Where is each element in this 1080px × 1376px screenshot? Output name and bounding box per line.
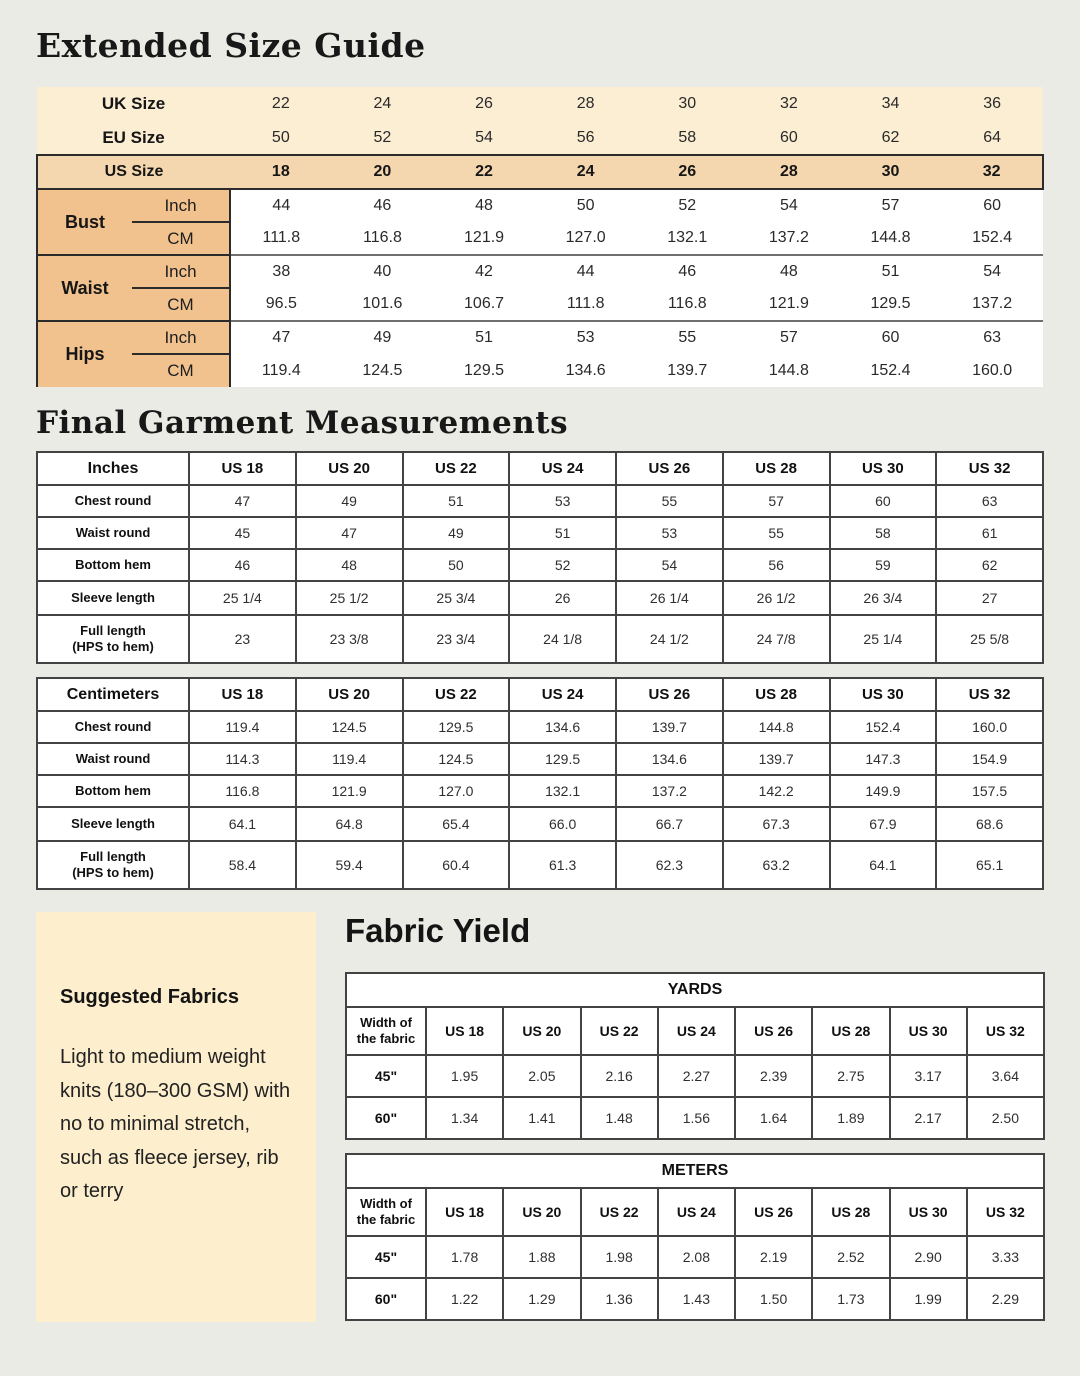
hips-inch-value: 63 xyxy=(941,321,1043,354)
fabric-yield-column xyxy=(345,912,1045,1322)
measurement-value: 116.8 xyxy=(189,775,296,807)
measurement-value: 26 3/4 xyxy=(830,581,937,615)
measurement-value: 124.5 xyxy=(403,743,510,775)
hips-inch-value: 57 xyxy=(738,321,840,354)
hips-inch-value: 51 xyxy=(433,321,535,354)
size-column-header: US 20 xyxy=(503,1007,580,1055)
measurement-value: 26 1/2 xyxy=(723,581,830,615)
eu-size-value: 64 xyxy=(941,121,1043,155)
table-row xyxy=(37,711,1043,743)
bust-cm-value: 116.8 xyxy=(332,222,434,255)
hips-cm-value: 139.7 xyxy=(636,354,738,387)
full-length-label xyxy=(37,841,189,889)
size-column-header: US 30 xyxy=(830,452,937,485)
eu-size-value: 60 xyxy=(738,121,840,155)
measurement-value: 134.6 xyxy=(616,743,723,775)
hips-inch-value: 47 xyxy=(230,321,332,354)
size-column-header: US 22 xyxy=(581,1188,658,1236)
waist-cm-value: 106.7 xyxy=(433,288,535,321)
hips-cm-value: 144.8 xyxy=(738,354,840,387)
yardage-value: 2.27 xyxy=(658,1055,735,1097)
measurement-value: 67.3 xyxy=(723,807,830,841)
waist-inch-row xyxy=(37,255,1043,288)
measurement-value: 59 xyxy=(830,549,937,581)
waist-round-label: Waist round xyxy=(37,517,189,549)
measurement-value: 52 xyxy=(509,549,616,581)
measurement-value: 139.7 xyxy=(616,711,723,743)
full-length-label-line1: Full length xyxy=(80,849,146,865)
measurement-value: 56 xyxy=(723,549,830,581)
yards-header-row xyxy=(346,1007,1044,1055)
uk-size-row xyxy=(37,87,1043,121)
measurement-value: 152.4 xyxy=(830,711,937,743)
hips-inch-row xyxy=(37,321,1043,354)
bust-cm-value: 111.8 xyxy=(230,222,332,255)
waist-cm-value: 96.5 xyxy=(230,288,332,321)
chest-round-label: Chest round xyxy=(37,485,189,517)
table-row xyxy=(37,581,1043,615)
us-size-label: US Size xyxy=(37,155,230,189)
measurement-value: 68.6 xyxy=(936,807,1043,841)
size-column-header: US 22 xyxy=(403,452,510,485)
bust-cm-value: 121.9 xyxy=(433,222,535,255)
size-column-header: US 28 xyxy=(812,1188,889,1236)
meterage-value: 1.36 xyxy=(581,1278,658,1320)
hips-inch-value: 55 xyxy=(636,321,738,354)
waist-inch-value: 54 xyxy=(941,255,1043,288)
uk-size-label: UK Size xyxy=(37,87,230,121)
measurement-value: 55 xyxy=(616,485,723,517)
hips-cm-value: 134.6 xyxy=(535,354,637,387)
table-row xyxy=(37,807,1043,841)
width-60-label: 60" xyxy=(346,1097,426,1139)
waist-cm-value: 121.9 xyxy=(738,288,840,321)
measurement-value: 66.0 xyxy=(509,807,616,841)
measurement-value: 121.9 xyxy=(296,775,403,807)
meters-title: METERS xyxy=(346,1154,1044,1188)
size-column-header: US 26 xyxy=(616,678,723,711)
measurement-value: 137.2 xyxy=(616,775,723,807)
meterage-value: 1.73 xyxy=(812,1278,889,1320)
waist-cm-unit-label: CM xyxy=(132,288,230,321)
suggested-fabrics-box xyxy=(36,912,316,1322)
measurement-value: 60.4 xyxy=(403,841,510,889)
meterage-value: 2.52 xyxy=(812,1236,889,1278)
bust-cm-value: 127.0 xyxy=(535,222,637,255)
sleeve-length-label: Sleeve length xyxy=(37,807,189,841)
size-column-header: US 30 xyxy=(890,1007,967,1055)
garment-cm-header-row xyxy=(37,678,1043,711)
table-row xyxy=(37,841,1043,889)
meters-title-row xyxy=(346,1154,1044,1188)
bust-inch-value: 52 xyxy=(636,189,738,222)
size-column-header: US 30 xyxy=(890,1188,967,1236)
bust-cm-unit-label: CM xyxy=(132,222,230,255)
size-column-header: US 24 xyxy=(509,678,616,711)
measurement-value: 61 xyxy=(936,517,1043,549)
uk-size-value: 32 xyxy=(738,87,840,121)
us-size-value: 26 xyxy=(636,155,738,189)
measurement-value: 50 xyxy=(403,549,510,581)
meterage-value: 1.43 xyxy=(658,1278,735,1320)
yardage-value: 1.41 xyxy=(503,1097,580,1139)
measurement-value: 64.1 xyxy=(830,841,937,889)
measurement-value: 62 xyxy=(936,549,1043,581)
measurement-value: 139.7 xyxy=(723,743,830,775)
garment-inches-table xyxy=(36,451,1044,664)
hips-cm-value: 152.4 xyxy=(840,354,942,387)
yardage-value: 1.56 xyxy=(658,1097,735,1139)
measurement-value: 48 xyxy=(296,549,403,581)
full-length-label-line2: (HPS to hem) xyxy=(72,865,154,880)
measurement-value: 67.9 xyxy=(830,807,937,841)
measurement-value: 66.7 xyxy=(616,807,723,841)
meters-header-row xyxy=(346,1188,1044,1236)
us-size-value: 24 xyxy=(535,155,637,189)
hips-cm-value: 129.5 xyxy=(433,354,535,387)
hips-inch-value: 60 xyxy=(840,321,942,354)
garment-inches-header-row xyxy=(37,452,1043,485)
hips-label: Hips xyxy=(37,321,132,387)
chest-round-label: Chest round xyxy=(37,711,189,743)
yardage-value: 1.64 xyxy=(735,1097,812,1139)
size-chart-table xyxy=(36,87,1044,387)
hips-cm-row xyxy=(37,354,1043,387)
measurement-value: 49 xyxy=(296,485,403,517)
us-size-value: 28 xyxy=(738,155,840,189)
yardage-value: 2.50 xyxy=(967,1097,1044,1139)
uk-size-value: 24 xyxy=(332,87,434,121)
full-length-label xyxy=(37,615,189,663)
measurement-value: 49 xyxy=(403,517,510,549)
meterage-value: 1.88 xyxy=(503,1236,580,1278)
bust-inch-value: 57 xyxy=(840,189,942,222)
size-column-header: US 26 xyxy=(735,1188,812,1236)
hips-cm-value: 119.4 xyxy=(230,354,332,387)
uk-size-value: 22 xyxy=(230,87,332,121)
yardage-value: 1.48 xyxy=(581,1097,658,1139)
hips-cm-unit-label: CM xyxy=(132,354,230,387)
measurement-value: 114.3 xyxy=(189,743,296,775)
table-row xyxy=(37,549,1043,581)
size-column-header: US 22 xyxy=(581,1007,658,1055)
uk-size-value: 34 xyxy=(840,87,942,121)
bust-cm-row xyxy=(37,222,1043,255)
measurement-value: 25 1/4 xyxy=(830,615,937,663)
meterage-value: 1.29 xyxy=(503,1278,580,1320)
size-column-header: US 28 xyxy=(723,452,830,485)
table-row xyxy=(37,775,1043,807)
eu-size-value: 54 xyxy=(433,121,535,155)
bust-cm-value: 152.4 xyxy=(941,222,1043,255)
bust-inch-value: 54 xyxy=(738,189,840,222)
measurement-value: 129.5 xyxy=(403,711,510,743)
us-size-value: 18 xyxy=(230,155,332,189)
measurement-value: 62.3 xyxy=(616,841,723,889)
measurement-value: 63.2 xyxy=(723,841,830,889)
meterage-value: 1.22 xyxy=(426,1278,503,1320)
size-column-header: US 26 xyxy=(735,1007,812,1055)
yardage-value: 3.64 xyxy=(967,1055,1044,1097)
measurement-value: 65.1 xyxy=(936,841,1043,889)
waist-inch-value: 42 xyxy=(433,255,535,288)
measurement-value: 45 xyxy=(189,517,296,549)
size-column-header: US 28 xyxy=(812,1007,889,1055)
table-row xyxy=(346,1236,1044,1278)
measurement-value: 51 xyxy=(403,485,510,517)
meterage-value: 2.08 xyxy=(658,1236,735,1278)
measurement-value: 59.4 xyxy=(296,841,403,889)
measurement-value: 47 xyxy=(296,517,403,549)
waist-round-label: Waist round xyxy=(37,743,189,775)
measurement-value: 64.8 xyxy=(296,807,403,841)
width-45-label: 45" xyxy=(346,1055,426,1097)
eu-size-value: 52 xyxy=(332,121,434,155)
bust-label: Bust xyxy=(37,189,132,255)
waist-inch-value: 48 xyxy=(738,255,840,288)
hips-inch-value: 49 xyxy=(332,321,434,354)
size-column-header: US 32 xyxy=(936,452,1043,485)
suggested-fabrics-text: Light to medium weight knits (180–300 GSM) with no to minimal stretch, such as fleece jersey, rib or terry xyxy=(60,1046,291,1203)
measurement-value: 63 xyxy=(936,485,1043,517)
inches-header: Inches xyxy=(37,452,189,485)
waist-inch-value: 51 xyxy=(840,255,942,288)
waist-label: Waist xyxy=(37,255,132,321)
us-size-row xyxy=(37,155,1043,189)
measurement-value: 53 xyxy=(616,517,723,549)
waist-cm-value: 101.6 xyxy=(332,288,434,321)
measurement-value: 23 3/4 xyxy=(403,615,510,663)
size-column-header: US 20 xyxy=(296,452,403,485)
yardage-value: 1.95 xyxy=(426,1055,503,1097)
yardage-value: 1.34 xyxy=(426,1097,503,1139)
waist-inch-unit-label: Inch xyxy=(132,255,230,288)
width-45-label: 45" xyxy=(346,1236,426,1278)
us-size-value: 22 xyxy=(433,155,535,189)
meterage-value: 3.33 xyxy=(967,1236,1044,1278)
meterage-value: 1.50 xyxy=(735,1278,812,1320)
measurement-value: 53 xyxy=(509,485,616,517)
waist-inch-value: 40 xyxy=(332,255,434,288)
meterage-value: 1.78 xyxy=(426,1236,503,1278)
measurement-value: 134.6 xyxy=(509,711,616,743)
table-row xyxy=(346,1055,1044,1097)
measurement-value: 160.0 xyxy=(936,711,1043,743)
measurement-value: 26 xyxy=(509,581,616,615)
yards-title-row xyxy=(346,973,1044,1007)
waist-cm-value: 116.8 xyxy=(636,288,738,321)
size-column-header: US 18 xyxy=(426,1007,503,1055)
yardage-value: 2.75 xyxy=(812,1055,889,1097)
yardage-value: 3.17 xyxy=(890,1055,967,1097)
centimeters-header: Centimeters xyxy=(37,678,189,711)
bust-inch-value: 48 xyxy=(433,189,535,222)
bust-inch-value: 60 xyxy=(941,189,1043,222)
measurement-value: 149.9 xyxy=(830,775,937,807)
uk-size-value: 28 xyxy=(535,87,637,121)
garment-centimeters-table xyxy=(36,677,1044,890)
waist-inch-value: 38 xyxy=(230,255,332,288)
bust-cm-value: 132.1 xyxy=(636,222,738,255)
suggested-fabrics-title: Suggested Fabrics xyxy=(60,986,239,1008)
uk-size-value: 30 xyxy=(636,87,738,121)
measurement-value: 46 xyxy=(189,549,296,581)
size-column-header: US 24 xyxy=(509,452,616,485)
bust-inch-row xyxy=(37,189,1043,222)
measurement-value: 27 xyxy=(936,581,1043,615)
yardage-value: 1.89 xyxy=(812,1097,889,1139)
measurement-value: 157.5 xyxy=(936,775,1043,807)
measurement-value: 23 3/8 xyxy=(296,615,403,663)
size-column-header: US 32 xyxy=(967,1188,1044,1236)
eu-size-value: 58 xyxy=(636,121,738,155)
fabric-section xyxy=(36,912,1044,1322)
waist-cm-value: 129.5 xyxy=(840,288,942,321)
yardage-value: 2.05 xyxy=(503,1055,580,1097)
measurement-value: 154.9 xyxy=(936,743,1043,775)
measurement-value: 61.3 xyxy=(509,841,616,889)
meterage-value: 2.90 xyxy=(890,1236,967,1278)
eu-size-value: 62 xyxy=(840,121,942,155)
table-row xyxy=(346,1278,1044,1320)
bust-cm-value: 137.2 xyxy=(738,222,840,255)
waist-cm-value: 111.8 xyxy=(535,288,637,321)
size-column-header: US 18 xyxy=(189,452,296,485)
table-row xyxy=(37,743,1043,775)
size-column-header: US 24 xyxy=(658,1188,735,1236)
measurement-value: 147.3 xyxy=(830,743,937,775)
measurement-value: 132.1 xyxy=(509,775,616,807)
measurement-value: 57 xyxy=(723,485,830,517)
page-title-fabric-yield: Fabric Yield xyxy=(345,912,531,949)
size-column-header: US 20 xyxy=(296,678,403,711)
hips-cm-value: 124.5 xyxy=(332,354,434,387)
full-length-label-line2: (HPS to hem) xyxy=(72,639,154,654)
eu-size-value: 56 xyxy=(535,121,637,155)
size-column-header: US 32 xyxy=(967,1007,1044,1055)
us-size-value: 32 xyxy=(941,155,1043,189)
waist-cm-row xyxy=(37,288,1043,321)
waist-cm-value: 137.2 xyxy=(941,288,1043,321)
measurement-value: 47 xyxy=(189,485,296,517)
bust-inch-value: 44 xyxy=(230,189,332,222)
bottom-hem-label: Bottom hem xyxy=(37,775,189,807)
eu-size-value: 50 xyxy=(230,121,332,155)
yardage-value: 2.16 xyxy=(581,1055,658,1097)
us-size-value: 30 xyxy=(840,155,942,189)
meters-table xyxy=(345,1153,1045,1321)
yardage-value: 2.17 xyxy=(890,1097,967,1139)
measurement-value: 129.5 xyxy=(509,743,616,775)
measurement-value: 58.4 xyxy=(189,841,296,889)
page-title-final-garment-measurements: Final Garment Measurements xyxy=(36,405,569,441)
fabric-width-label: Width of the fabric xyxy=(346,1007,426,1055)
measurement-value: 24 1/8 xyxy=(509,615,616,663)
yards-title: YARDS xyxy=(346,973,1044,1007)
measurement-value: 144.8 xyxy=(723,711,830,743)
bottom-hem-label: Bottom hem xyxy=(37,549,189,581)
page-title-extended-size-guide: Extended Size Guide xyxy=(36,26,426,65)
measurement-value: 25 1/2 xyxy=(296,581,403,615)
measurement-value: 51 xyxy=(509,517,616,549)
measurement-value: 65.4 xyxy=(403,807,510,841)
eu-size-label: EU Size xyxy=(37,121,230,155)
size-column-header: US 22 xyxy=(403,678,510,711)
sleeve-length-label: Sleeve length xyxy=(37,581,189,615)
measurement-value: 60 xyxy=(830,485,937,517)
hips-inch-unit-label: Inch xyxy=(132,321,230,354)
measurement-value: 55 xyxy=(723,517,830,549)
bust-inch-value: 46 xyxy=(332,189,434,222)
bust-cm-value: 144.8 xyxy=(840,222,942,255)
uk-size-value: 36 xyxy=(941,87,1043,121)
hips-cm-value: 160.0 xyxy=(941,354,1043,387)
meterage-value: 2.19 xyxy=(735,1236,812,1278)
table-row xyxy=(37,517,1043,549)
eu-size-row xyxy=(37,121,1043,155)
measurement-value: 25 3/4 xyxy=(403,581,510,615)
table-row xyxy=(37,485,1043,517)
fabric-width-label: Width of the fabric xyxy=(346,1188,426,1236)
measurement-value: 23 xyxy=(189,615,296,663)
measurement-value: 142.2 xyxy=(723,775,830,807)
size-column-header: US 18 xyxy=(426,1188,503,1236)
measurement-value: 58 xyxy=(830,517,937,549)
measurement-value: 64.1 xyxy=(189,807,296,841)
measurement-value: 54 xyxy=(616,549,723,581)
measurement-value: 25 1/4 xyxy=(189,581,296,615)
width-60-label: 60" xyxy=(346,1278,426,1320)
size-column-header: US 28 xyxy=(723,678,830,711)
size-column-header: US 24 xyxy=(658,1007,735,1055)
measurement-value: 26 1/4 xyxy=(616,581,723,615)
us-size-value: 20 xyxy=(332,155,434,189)
table-row xyxy=(346,1097,1044,1139)
size-column-header: US 32 xyxy=(936,678,1043,711)
bust-inch-value: 50 xyxy=(535,189,637,222)
measurement-value: 119.4 xyxy=(189,711,296,743)
yardage-value: 2.39 xyxy=(735,1055,812,1097)
measurement-value: 24 1/2 xyxy=(616,615,723,663)
waist-inch-value: 46 xyxy=(636,255,738,288)
measurement-value: 24 7/8 xyxy=(723,615,830,663)
meterage-value: 2.29 xyxy=(967,1278,1044,1320)
waist-inch-value: 44 xyxy=(535,255,637,288)
bust-inch-unit-label: Inch xyxy=(132,189,230,222)
measurement-value: 124.5 xyxy=(296,711,403,743)
size-column-header: US 18 xyxy=(189,678,296,711)
uk-size-value: 26 xyxy=(433,87,535,121)
size-column-header: US 20 xyxy=(503,1188,580,1236)
measurement-value: 119.4 xyxy=(296,743,403,775)
table-row xyxy=(37,615,1043,663)
measurement-value: 127.0 xyxy=(403,775,510,807)
meterage-value: 1.98 xyxy=(581,1236,658,1278)
size-column-header: US 30 xyxy=(830,678,937,711)
full-length-label-line1: Full length xyxy=(80,623,146,639)
size-column-header: US 26 xyxy=(616,452,723,485)
yards-table xyxy=(345,972,1045,1140)
hips-inch-value: 53 xyxy=(535,321,637,354)
measurement-value: 25 5/8 xyxy=(936,615,1043,663)
meterage-value: 1.99 xyxy=(890,1278,967,1320)
